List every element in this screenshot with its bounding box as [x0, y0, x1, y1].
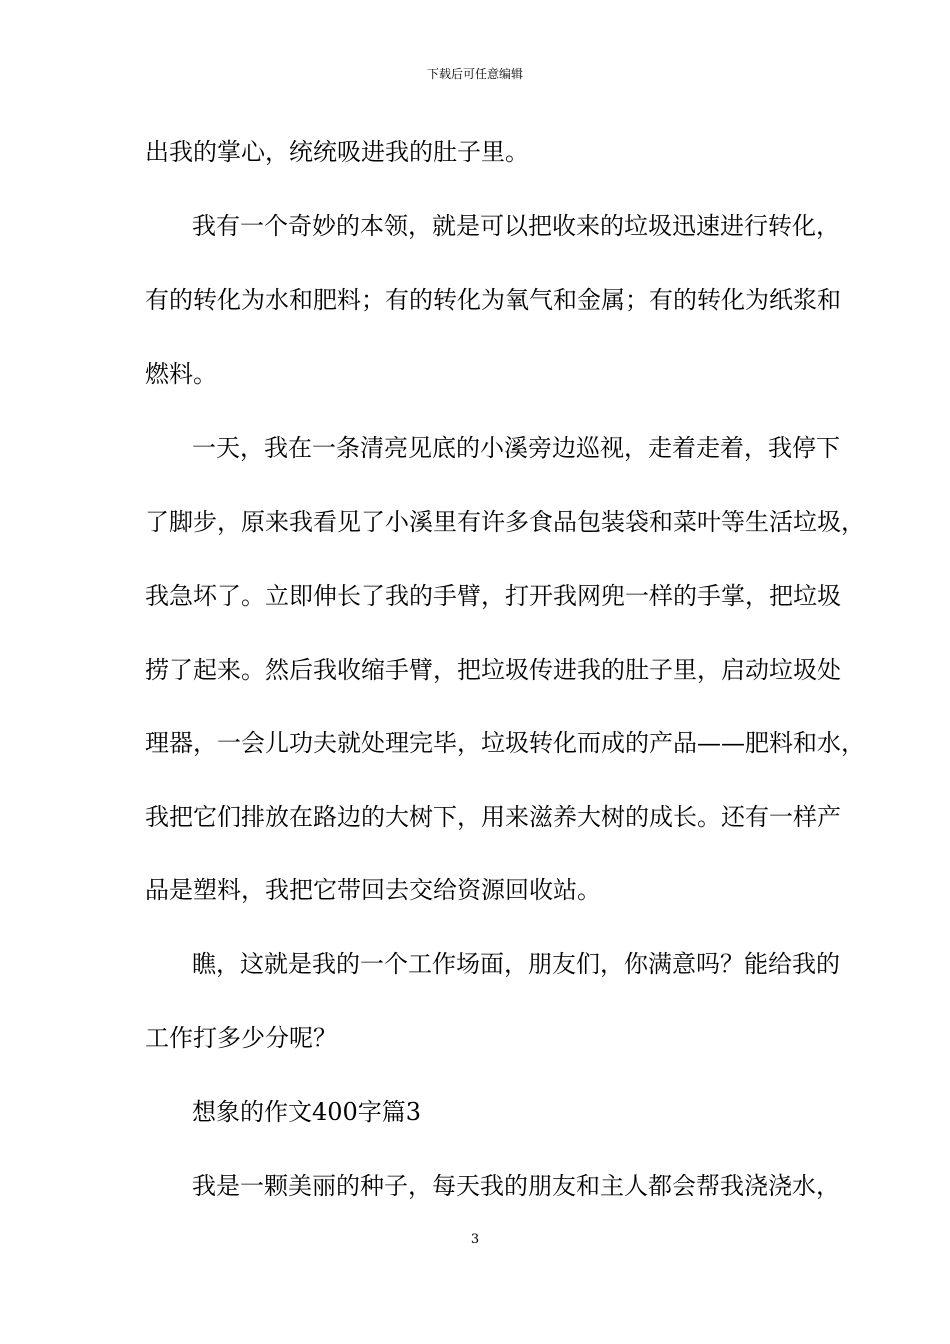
text-line: 理器，一会儿功夫就处理完毕，垃圾转化而成的产品——肥料和水， — [145, 729, 865, 757]
page-number: 3 — [470, 1232, 480, 1247]
text-line: 品是塑料，我把它带回去交给资源回收站。 — [145, 876, 601, 904]
text-line: 了脚步，原来我看见了小溪里有许多食品包装袋和菜叶等生活垃圾， — [145, 508, 865, 536]
text-line: 出我的掌心，统统吸进我的肚子里。 — [145, 138, 529, 166]
paragraph-first-line: 一天，我在一条清亮见底的小溪旁边巡视，走着走着，我停下 — [192, 434, 840, 462]
paragraph-first-line: 我是一颗美丽的种子，每天我的朋友和主人都会帮我浇浇水， — [192, 1172, 840, 1200]
paragraph-first-line: 我有一个奇妙的本领，就是可以把收来的垃圾迅速进行转化， — [192, 212, 840, 240]
paragraph-first-line: 瞧，这就是我的一个工作场面，朋友们，你满意吗？能给我的 — [192, 950, 840, 978]
section-heading: 想象的作文400字篇3 — [192, 1098, 422, 1126]
text-line: 工作打多少分呢？ — [145, 1024, 337, 1052]
text-line: 有的转化为水和肥料；有的转化为氧气和金属；有的转化为纸浆和 — [145, 286, 841, 314]
page-header: 下载后可任意编辑 — [426, 67, 523, 81]
text-line: 我把它们排放在路边的大树下，用来滋养大树的成长。还有一样产 — [145, 803, 841, 831]
text-line: 燃料。 — [145, 360, 217, 388]
text-line: 我急坏了。立即伸长了我的手臂，打开我网兜一样的手掌，把垃圾 — [145, 582, 841, 610]
text-line: 捞了起来。然后我收缩手臂，把垃圾传进我的肚子里，启动垃圾处 — [145, 656, 841, 684]
